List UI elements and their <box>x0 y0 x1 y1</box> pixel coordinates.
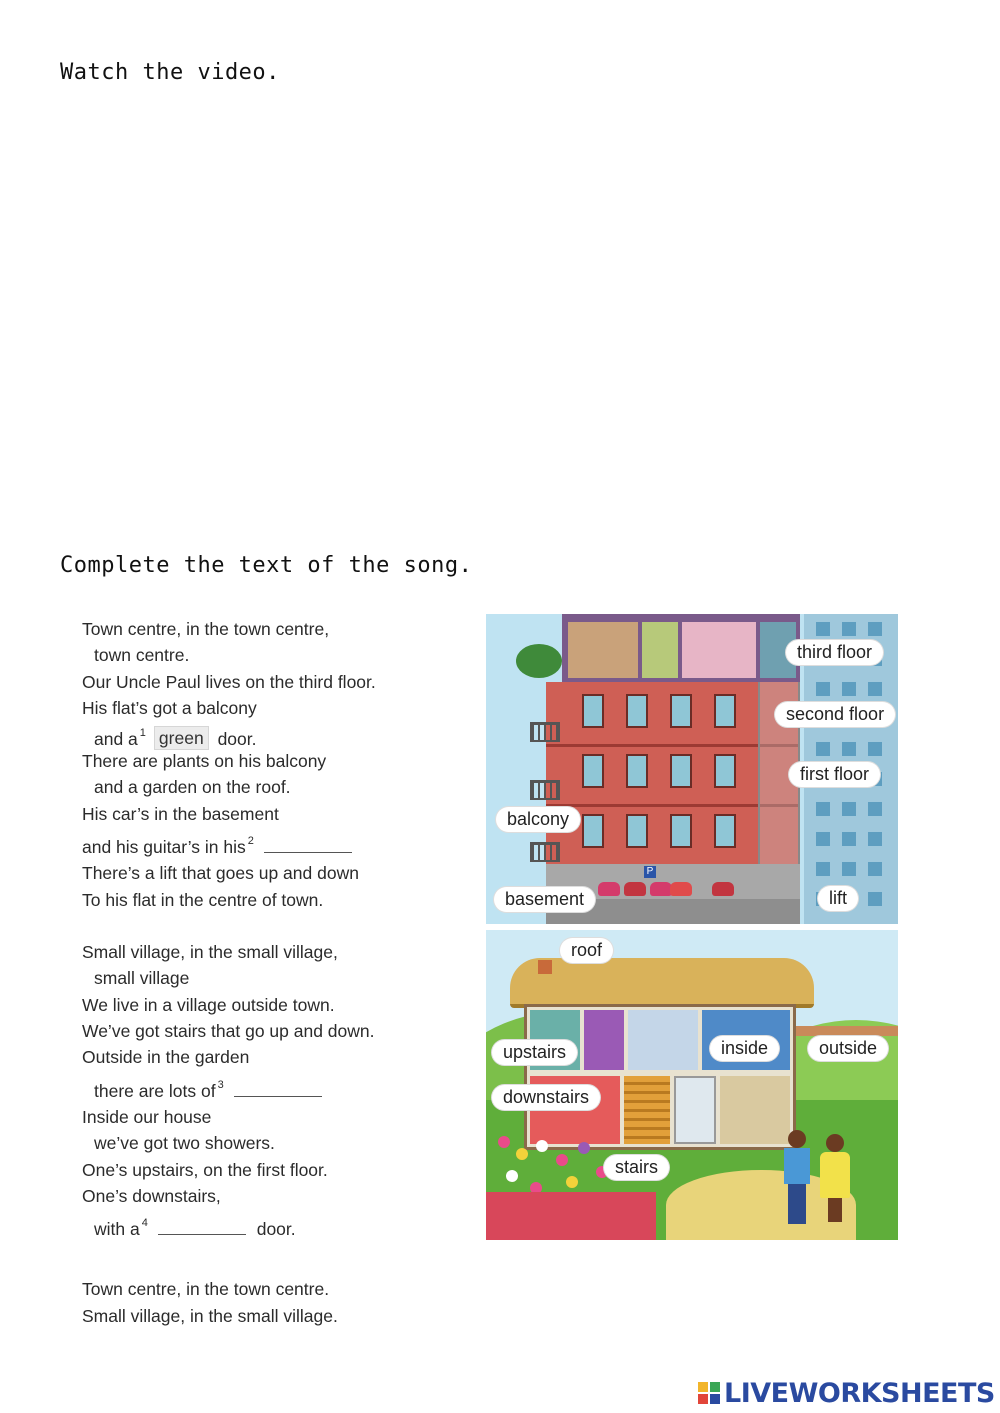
lyric-line: town centre. <box>94 645 190 666</box>
label-upstairs: upstairs <box>492 1040 577 1065</box>
staircase <box>624 1076 670 1144</box>
gap-number-3: 3 <box>217 1078 224 1091</box>
lyric-line: His flat’s got a balcony <box>82 698 257 719</box>
lyric-line: we’ve got two showers. <box>94 1133 275 1154</box>
liveworksheets-logo-icon <box>698 1382 720 1404</box>
town-building-illustration <box>486 614 898 924</box>
lyric-line: Town centre, in the town centre, <box>82 619 330 639</box>
answer-4-field[interactable] <box>158 1214 246 1235</box>
lyric-line: Outside in the garden <box>82 1047 250 1068</box>
lyric-text: and his guitar’s in his <box>82 836 246 857</box>
balcony-plants <box>516 644 562 678</box>
lyric-line: We’ve got stairs that go up and down. <box>82 1021 375 1042</box>
label-lift: lift <box>818 886 858 911</box>
heading-watch-video: Watch the video. <box>60 60 280 85</box>
label-basement: basement <box>494 887 595 912</box>
gap-number-4: 4 <box>141 1217 148 1230</box>
child-boy <box>788 1130 806 1148</box>
lyric-line: We live in a village outside town. <box>82 994 335 1015</box>
lyric-text: and a <box>94 728 138 749</box>
lyric-text: door. <box>256 1219 296 1240</box>
lyric-text: door. <box>217 728 257 749</box>
village-house-illustration <box>486 930 898 1240</box>
child-girl <box>826 1134 844 1152</box>
lyric-line: Town centre, in the town centre. <box>82 1279 330 1300</box>
label-stairs: stairs <box>604 1155 669 1180</box>
lyric-line: There are plants on his balcony <box>82 750 327 771</box>
answer-1-field[interactable]: green <box>154 726 209 750</box>
lyric-line: small village <box>94 968 190 989</box>
label-third-floor: third floor <box>786 640 883 665</box>
label-second-floor: second floor <box>775 702 895 727</box>
lyric-line: To his flat in the centre of town. <box>82 889 324 910</box>
lyric-line: Small village, in the small village, <box>82 941 338 962</box>
flower-bed <box>486 1192 656 1240</box>
chimney <box>538 960 552 974</box>
lyric-line-gap-2 <box>82 827 462 860</box>
thatched-roof <box>510 958 814 1008</box>
gap-number-1: 1 <box>139 726 146 739</box>
lyric-text: there are lots of <box>94 1080 216 1101</box>
lyric-line-gap-3 <box>82 1071 462 1104</box>
label-roof: roof <box>560 938 613 963</box>
label-first-floor: first floor <box>789 762 880 787</box>
lyric-line: Inside our house <box>82 1106 212 1127</box>
lyric-line: One’s downstairs, <box>82 1186 221 1207</box>
lyric-line: His car’s in the basement <box>82 803 279 824</box>
lyric-line: Small village, in the small village. <box>82 1305 338 1326</box>
lyric-line: There’s a lift that goes up and down <box>82 863 359 884</box>
heading-complete-song: Complete the text of the song. <box>60 553 473 578</box>
shower <box>674 1076 716 1144</box>
answer-2-field[interactable] <box>264 832 352 853</box>
label-balcony: balcony <box>496 807 580 832</box>
lyric-text: with a <box>94 1219 140 1240</box>
gap-number-2: 2 <box>247 835 254 848</box>
label-downstairs: downstairs <box>492 1085 600 1110</box>
answer-3-field[interactable] <box>234 1076 322 1097</box>
lyric-line: One’s upstairs, on the first floor. <box>82 1159 328 1180</box>
parking-sign-icon: P <box>644 866 656 878</box>
lyric-line-gap-4 <box>82 1209 462 1242</box>
lyric-line: Our Uncle Paul lives on the third floor. <box>82 671 376 692</box>
lyric-line: and a garden on the roof. <box>94 777 291 798</box>
label-outside: outside <box>808 1036 888 1061</box>
song-lyrics <box>82 616 462 1329</box>
logo-text: LIVEWORKSHEETS <box>724 1378 995 1409</box>
lyric-line-gap-1 <box>82 722 462 748</box>
label-inside: inside <box>710 1036 779 1061</box>
